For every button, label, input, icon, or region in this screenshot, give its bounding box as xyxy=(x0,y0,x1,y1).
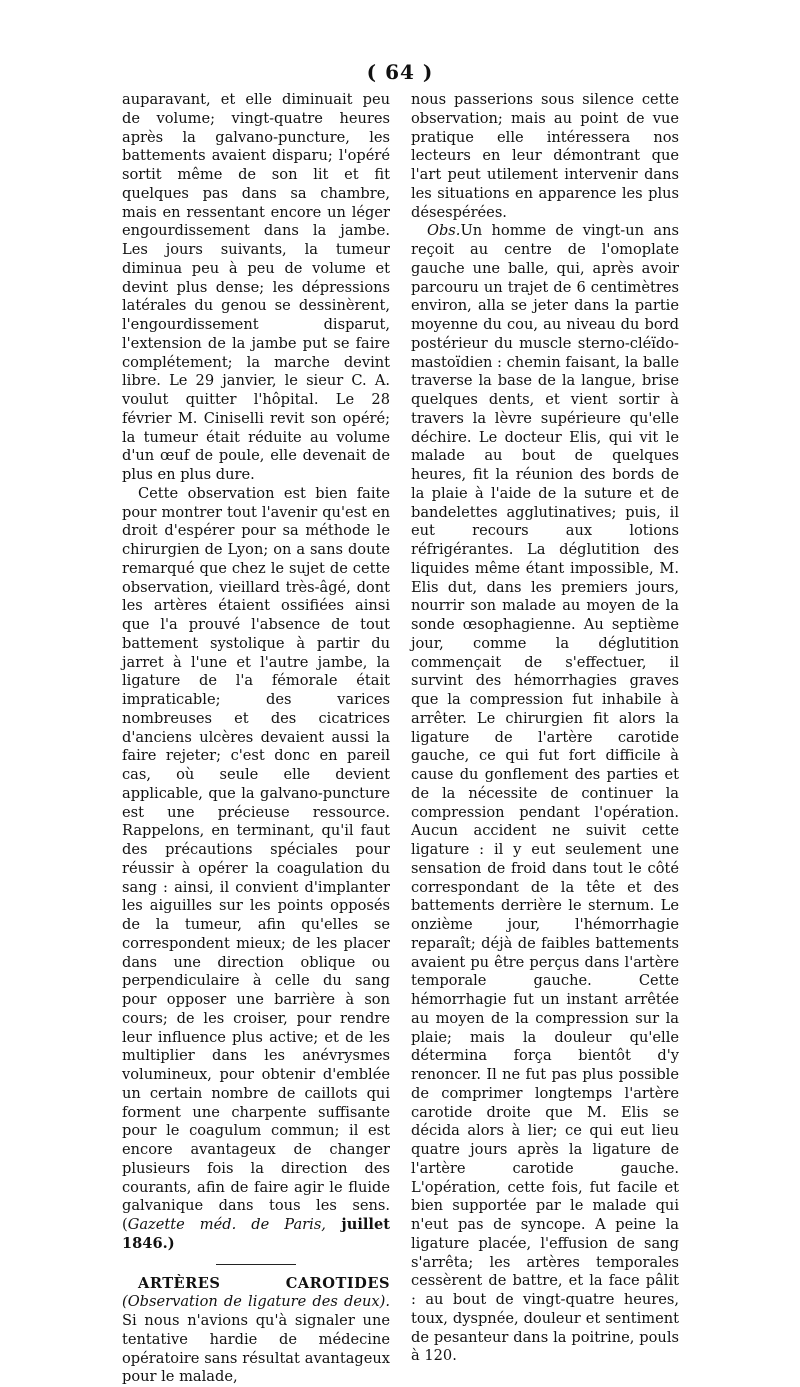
paragraph-continuation-right: nous passerions sous silence cette observation; mais au point de vue pratique elle intéressera nos lecteurs en leur démontrant que l'art peut utilement intervenir dans les situations en apparence les plus désespérées. xyxy=(411,91,679,222)
citation-date: juillet 1846.) xyxy=(122,1216,390,1252)
paragraph-commentary xyxy=(122,485,390,1254)
section-intro-text: Si nous n'avions qu'à signaler une tentative hardie de médecine opératoire sans résultat avantageux pour le malade, xyxy=(122,1312,390,1385)
paragraph-observation xyxy=(411,222,679,1366)
paragraph-continuation: auparavant, et elle diminuait peu de volume; vingt-quatre heures après la galvano-puncture, les battements avaient disparu; l'opéré sortit même de son lit et fit quelques pas dans sa chambre, mais en ressentant encore un léger engourdissement dans la jambe. Les jours suivants, la tumeur diminua peu à peu de volume et devint plus dense; les dépressions latérales du genou se dessinèrent, l'engourdissement disparut, l'extension de la jambe put se faire complétement; la marche devint libre. Le 29 janvier, le sieur C. A. voulut quitter l'hôpital. Le 28 février M. Ciniselli revit son opéré; la tumeur était réduite au volume d'un œuf de poule, elle devenait de plus en plus dure. xyxy=(122,91,390,485)
paragraph-section-start xyxy=(122,1275,390,1387)
page-number: ( 64 ) xyxy=(0,60,800,84)
citation-source: Gazette méd. de Paris, xyxy=(128,1216,326,1233)
observation-text: Un homme de vingt-un ans reçoit au centre de l'omoplate gauche une balle, qui, après avoir parcouru un trajet de 6 centimètres environ, alla se jeter dans la partie moyenne du cou, au niveau du bord postérieur du muscle sterno-cléïdo-mastoïdien : chemin faisant, la balle traverse la base de la langue, brise quelques dents, et vient sortir à travers la lèvre supérieure qu'elle déchire. Le docteur Elis, qui vit le malade au bout de quelques heures, fit la réunion des bords de la plaie à l'aide de la suture et de bandelettes agglutinatives; puis, il eut recours aux lotions réfrigérantes. La déglutition des liquides même étant impossible, M. Elis dut, dans les premiers jours, nourrir son malade au moyen de la sonde œsophagienne. Au septième jour, comme la déglutition commençait de s'effectuer, il survint des hémorrhagies graves que la compression fut inhabile à arrêter. Le chirurgien fit alors la ligature de l'artère carotide gauche, ce qui fut fort difficile à cause du gonflement des parties et de la nécessite de continuer la compression pendant l'opération. Aucun accident ne suivit cette ligature : il y eut seulement une sensation de froid dans tout le côté correspondant de la tête et des battements derrière le sternum. Le onzième jour, l'hémorrhagie reparaît; déjà de faibles battements avaient pu être perçus dans l'artère temporale gauche. Cette hémorrhagie fut un instant arrêtée au moyen de la compression sur la plaie; mais la douleur qu'elle détermina força bientôt d'y renoncer. Il ne fut pas plus possible de comprimer longtemps l'artère carotide droite que M. Elis se décida alors à lier; ce qui eut lieu quatre jours après la ligature de l'artère carotide gauche. L'opération, cette fois, fut facile et bien supportée par le malade qui n'eut pas de syncope. A peine la ligature placée, l'effusion de sang s'arrêta; les artères temporales cessèrent de battre, et la face pâlit : au bout de vingt-quatre heures, toux, dyspnée, douleur et sentiment de pesanteur dans la poitrine, pouls à 120. xyxy=(411,222,679,1364)
left-column xyxy=(122,91,390,1387)
section-heading: ARTÈRES CAROTIDES xyxy=(138,1275,390,1292)
section-subtitle: (Observation de ligature des deux). xyxy=(122,1293,390,1310)
observation-label: Obs. xyxy=(427,222,460,239)
section-divider xyxy=(216,1264,296,1265)
commentary-text: Cette observation est bien faite pour montrer tout l'avenir qu'est en droit d'espérer pour sa méthode le chirurgien de Lyon; on a sans doute remarqué que chez le sujet de cette observation, vieillard très-âgé, dont les artères étaient ossifiées ainsi que l'a prouvé l'absence de tout battement systolique à partir du jarret à l'une et l'autre jambe, la ligature de l'a fémorale était impraticable; des varices nombreuses et des cicatrices d'anciens ulcères devaient aussi la faire rejeter; c'est donc en pareil cas, où seule elle devient applicable, que la galvano-puncture est une précieuse ressource. Rappelons, en terminant, qu'il faut des précautions spéciales pour réussir à opérer la coagulation du sang : ainsi, il convient d'implanter les aiguilles sur les points opposés de la tumeur, afin qu'elles se correspondent mieux; de les placer dans une direction oblique ou perpendiculaire à celle du sang pour opposer une barrière à son cours; de les croiser, pour rendre leur influence plus active; et de les multiplier dans les anévrysmes volumineux, pour obtenir d'emblée un certain nombre de caillots qui forment une charpente suffisante pour le coagulum commun; il est encore avantageux de changer plusieurs fois la direction des courants, afin de faire agir le fluide galvanique dans tous les sens. ( xyxy=(122,485,390,1233)
right-column xyxy=(411,91,679,1366)
